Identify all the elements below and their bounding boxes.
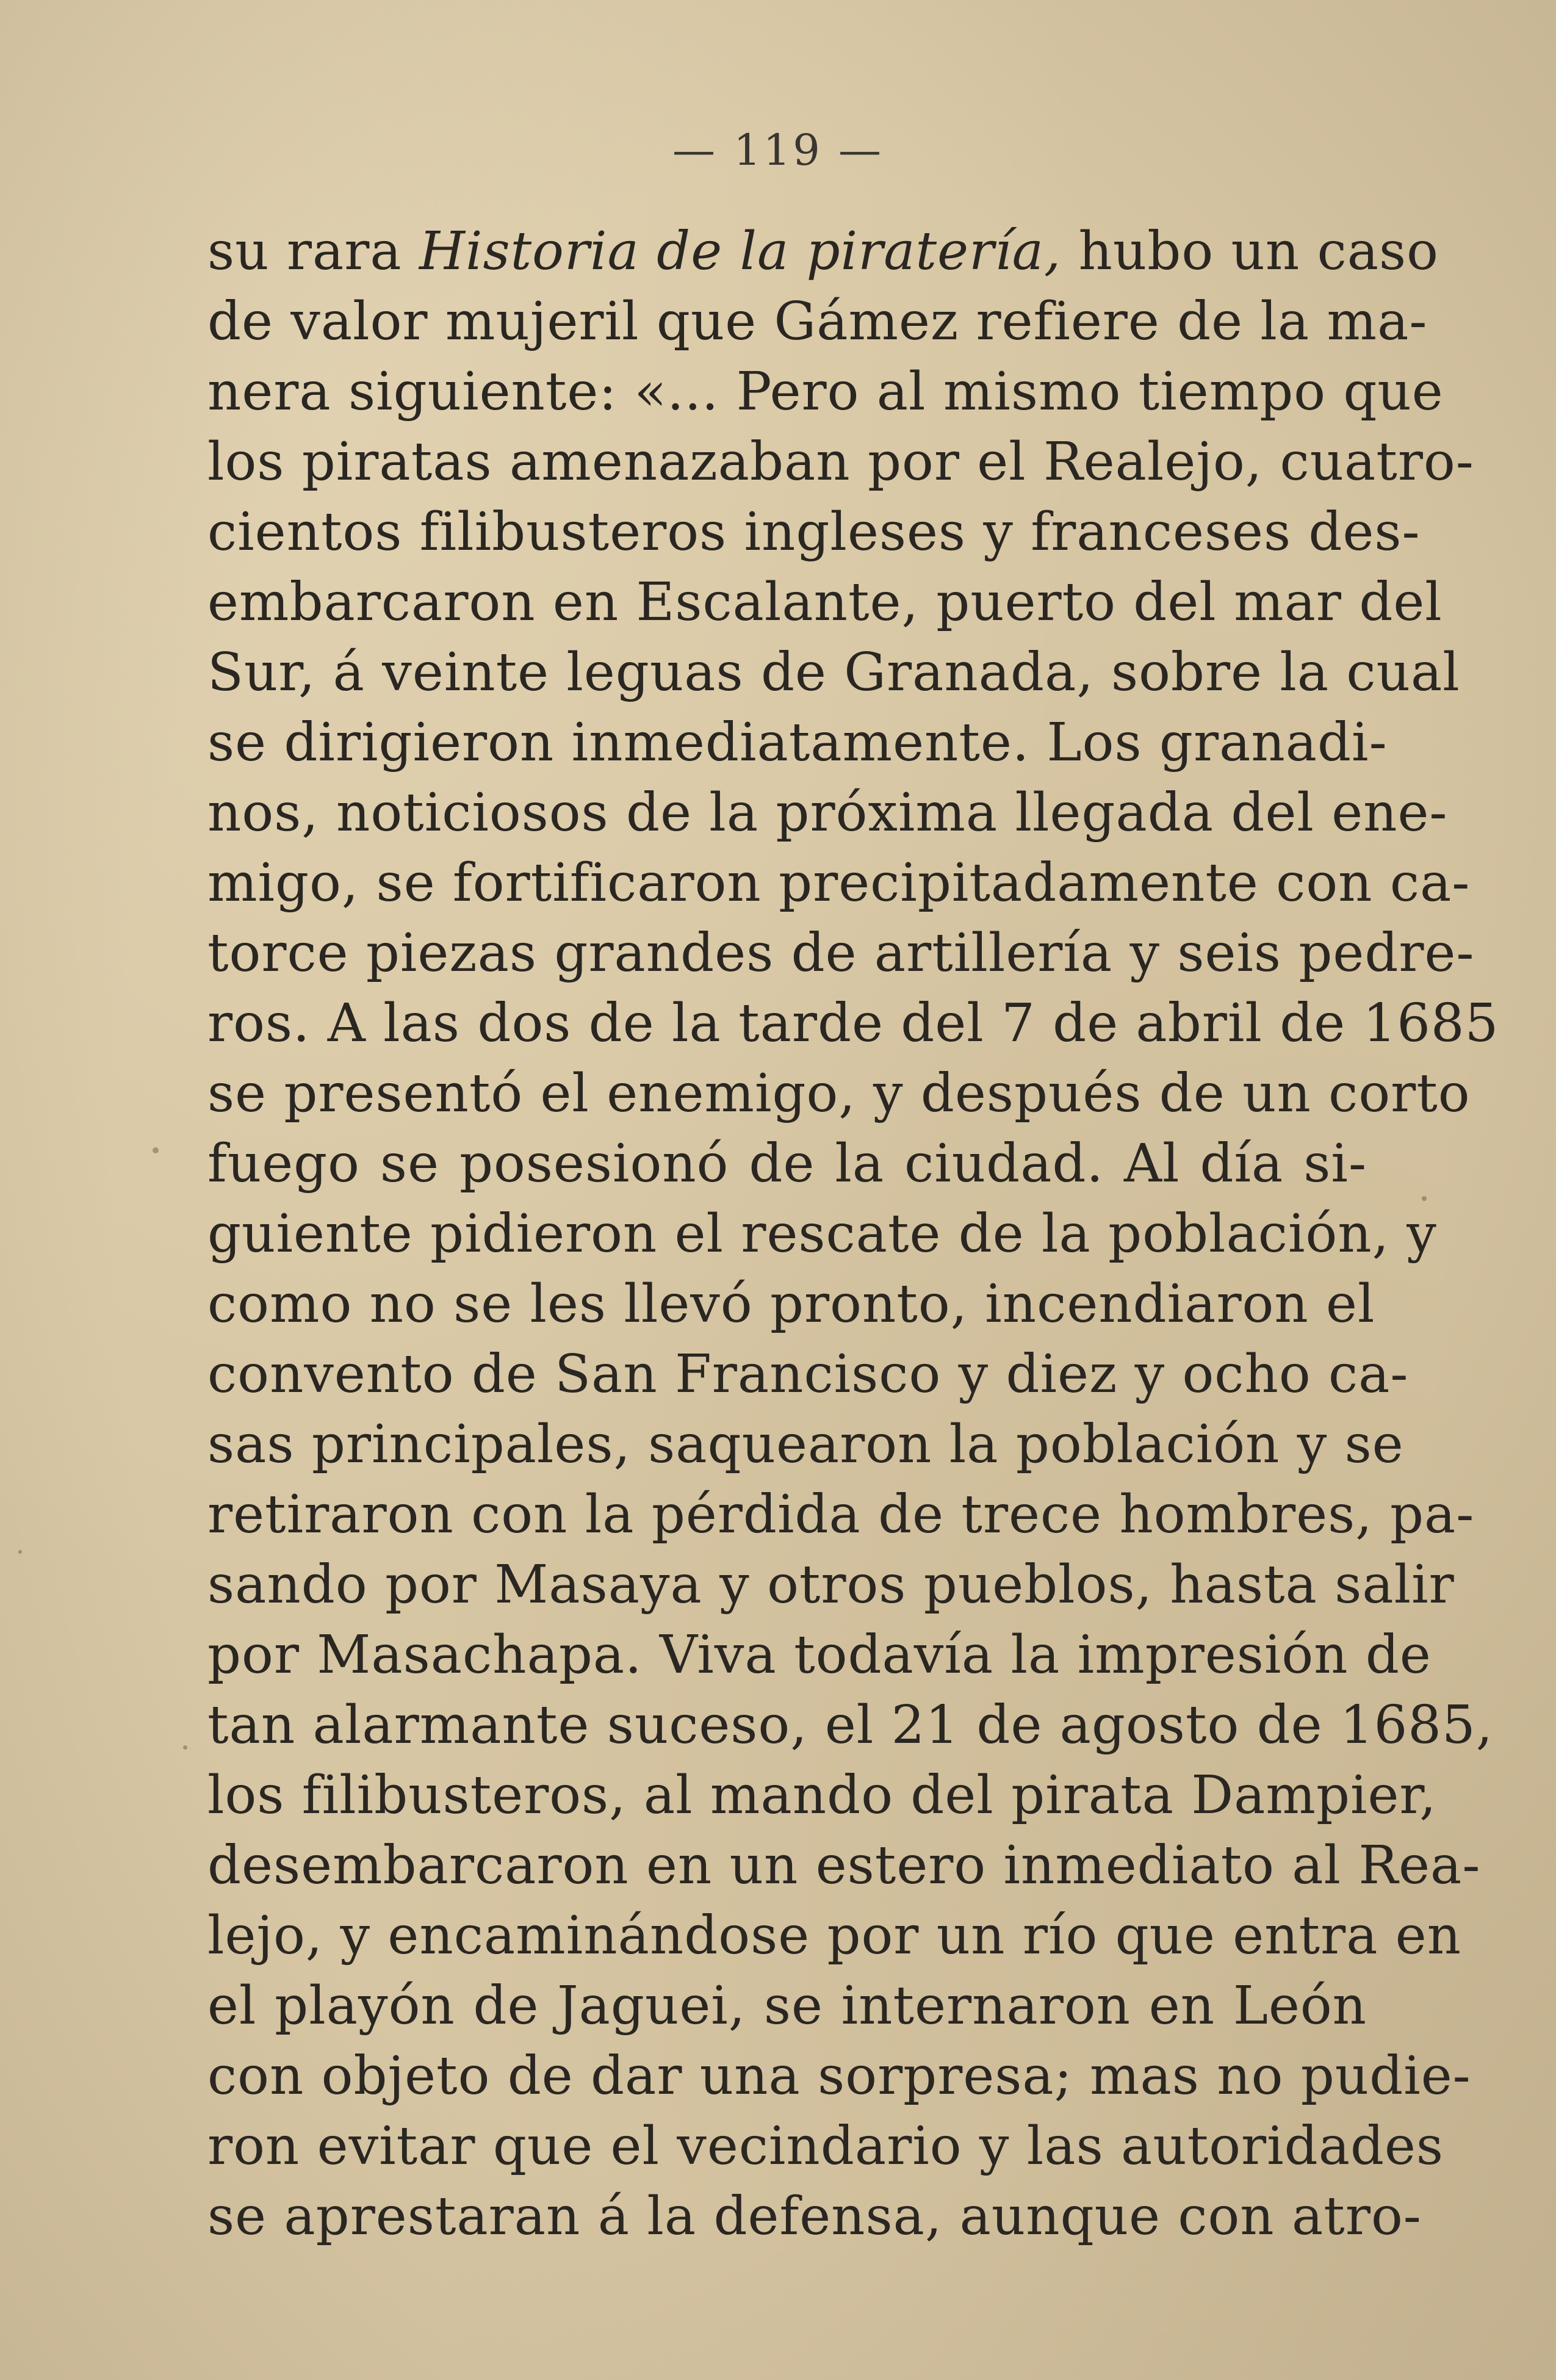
text-line: cientos filibusteros ingleses y franceses des- — [207, 502, 1421, 563]
text-line: retiraron con la pérdida de trece hombres, pa- — [207, 1484, 1475, 1545]
text-line: convento de San Francisco y diez y ocho ca- — [207, 1344, 1409, 1405]
text-line: ron evitar que el vecindario y las autoridades — [207, 2116, 1444, 2177]
text-line: de valor mujeril que Gámez refiere de la ma- — [207, 291, 1428, 352]
text-line-start: su rara — [207, 221, 419, 282]
text-line: migo, se fortificaron precipitadamente con ca- — [207, 853, 1471, 914]
text-line: se dirigieron inmediatamente. Los granadi- — [207, 712, 1388, 773]
paper-speck — [153, 1147, 159, 1153]
text-line: lejo, y encaminándose por un río que entra en — [207, 1905, 1462, 1966]
paper-speck — [1422, 1196, 1427, 1201]
text-line: se presentó el enemigo, y después de un corto — [207, 1063, 1471, 1124]
text-line: los filibusteros, al mando del pirata Dampier, — [207, 1765, 1437, 1826]
text-line: como no se les llevó pronto, incendiaron el — [207, 1274, 1375, 1335]
text-line: embarcaron en Escalante, puerto del mar del — [207, 572, 1443, 633]
text-line: Sur, á veinte leguas de Granada, sobre la cual — [207, 642, 1460, 703]
text-line — [207, 217, 1439, 287]
text-line: fuego se posesionó de la ciudad. Al día si- — [207, 1133, 1367, 1194]
text-line: el playón de Jaguei, se internaron en León — [207, 1975, 1367, 2036]
text-line: tan alarmante suceso, el 21 de agosto de 1685, — [207, 1695, 1494, 1756]
text-line: guiente pidieron el rescate de la población, y — [207, 1203, 1437, 1264]
text-line: ros. A las dos de la tarde del 7 de abril de 1685 — [207, 993, 1499, 1054]
text-line: nos, noticiosos de la próxima llegada del ene- — [207, 782, 1448, 843]
text-line: los piratas amenazaban por el Realejo, cuatro- — [207, 431, 1474, 492]
paper-speck — [18, 1550, 22, 1554]
text-line: se aprestaran á la defensa, aunque con atro- — [207, 2186, 1422, 2247]
text-line: desembarcaron en un estero inmediato al Rea- — [207, 1835, 1481, 1896]
body-text — [207, 217, 1499, 2252]
text-line: con objeto de dar una sorpresa; mas no pudie- — [207, 2046, 1471, 2107]
text-line-end: hubo un caso — [1061, 221, 1439, 282]
text-line: nera siguiente: «... Pero al mismo tiempo que — [207, 361, 1444, 422]
page-number: — 119 — — [672, 125, 884, 175]
text-line: sando por Masaya y otros pueblos, hasta salir — [207, 1554, 1455, 1615]
text-line: por Masachapa. Viva todavía la impresión de — [207, 1625, 1432, 1686]
text-line: sas principales, saquearon la población y se — [207, 1414, 1404, 1475]
book-title-italic: Historia de la piratería, — [419, 221, 1062, 282]
text-line: torce piezas grandes de artillería y seis pedre- — [207, 923, 1475, 984]
paper-speck — [183, 1745, 187, 1750]
